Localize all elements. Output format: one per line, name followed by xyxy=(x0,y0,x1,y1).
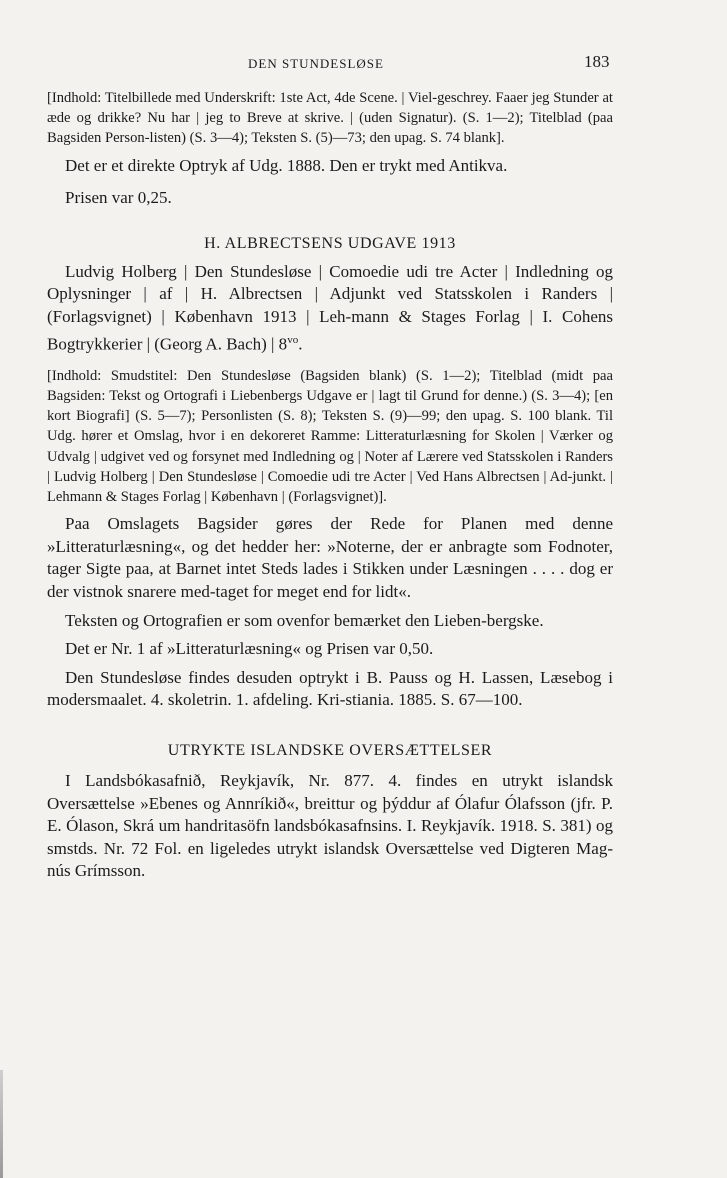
page-body xyxy=(47,88,613,883)
title-description-1913 xyxy=(47,261,613,356)
format-superscript: vo xyxy=(287,333,299,346)
price-note: Prisen var 0,25. xyxy=(65,188,172,208)
section-heading-icelandic: UTRYKTE ISLANDSKE OVERSÆTTELSER xyxy=(167,742,493,759)
contents-note-1913: [Indhold: Smudstitel: Den Stundesløse (Bagsiden blank) (S. 1—2); Titelblad (midt paa Bagsiden: Tekst og Ortografi i Liebenbergs Udgave er | lagt til Grund for denne.) (S. 3—4); [en kort Biografi] (S. 5—7); Personlisten (S. 8); Teksten S. (9)—99; den upag. S. 100 blank. Til Udg. hører et Omslag, hvor i en dekoreret Ramme: Litteraturlæsning for Skolen | Værker og Udvalg | udgivet ved og forsynet med Indledning og | Noter af Lærere ved Statsskolen i Randers | Ludvig Holberg | Den Stundesløse | Comoedie udi tre Acter | Ved Hans Albrectsen | Ad-junkt. | Lehmann & Stages Forlag | København | (Forlagsvignet)]. xyxy=(47,367,613,506)
running-title: DEN STUNDESLØSE xyxy=(248,56,384,71)
title-description-end: . xyxy=(298,334,303,354)
title-description-text: Ludvig Holberg | Den Stundesløse | Comoedie udi tre Acter | Indledning og Oplysninger | af | H. Albrectsen | Adjunkt ved Statsskolen i Randers | (Forlagsvignet) | København 1913 | Leh-mann & Stages Forlag | I. Cohens Bogtrykkerier | (Georg A. Bach) | 8 xyxy=(47,261,613,354)
reprint-note: Det er et direkte Optryk af Udg. 1888. Den er trykt med Antikva. xyxy=(65,155,508,175)
section-heading-albrectsen: H. ALBRECTSENS UDGAVE 1913 xyxy=(204,234,456,252)
running-head xyxy=(0,52,727,74)
contents-note-1888: [Indhold: Titelbillede med Underskrift: 1ste Act, 4de Scene. | Viel-geschrey. Faaer jeg Stunder at æde og drikke? Nu har | jeg to Breve at skrive. | (uden Signatur). (S. 1—2); Titelblad (paa Bagsiden Person-listen) (S. 3—4); Teksten S. (5)—73; den upag. S. 74 blank]. xyxy=(47,90,613,147)
page-number: 183 xyxy=(584,52,610,71)
icelandic-translations-note: I Landsbókasafnið, Reykjavík, Nr. 877. 4. findes en utrykt islandsk Oversættelse »Ebenes og Annríkið«, breittur og þýddur af Ólafur Ólafsson (jfr. P. E. Ólason, Skrá um handritasöfn landsbókasafnsins. I. Reykjavík. 1918. S. 381) og smstds. Nr. 72 Fol. en ligeledes utrykt islandsk Oversættelse ved Digteren Mag-nús Grímsson. xyxy=(47,771,613,881)
series-price-note: Det er Nr. 1 af »Litteraturlæsning« og Prisen var 0,50. xyxy=(65,639,434,659)
reprint-pauss-note: Den Stundesløse findes desuden optrykt i B. Pauss og H. Lassen, Læsebog i modersmaalet. 4. skoletrin. 1. afdeling. Kri-stiania. 1885. S. 67—100. xyxy=(47,667,613,710)
orthography-note: Teksten og Ortografien er som ovenfor bemærket den Lieben-bergske. xyxy=(65,610,544,630)
cover-note: Paa Omslagets Bagsider gøres der Rede for Planen med denne »Litteraturlæsning«, og det hedder her: »Noterne, der er anbragte som Fodnoter, tager Sigte paa, at Barnet intet Steds lades i Stikken under Læsningen . . . . dog er der vistnok snarere med-taget for meget end for lidt«. xyxy=(47,514,613,602)
scan-edge-shadow xyxy=(0,1070,3,1178)
